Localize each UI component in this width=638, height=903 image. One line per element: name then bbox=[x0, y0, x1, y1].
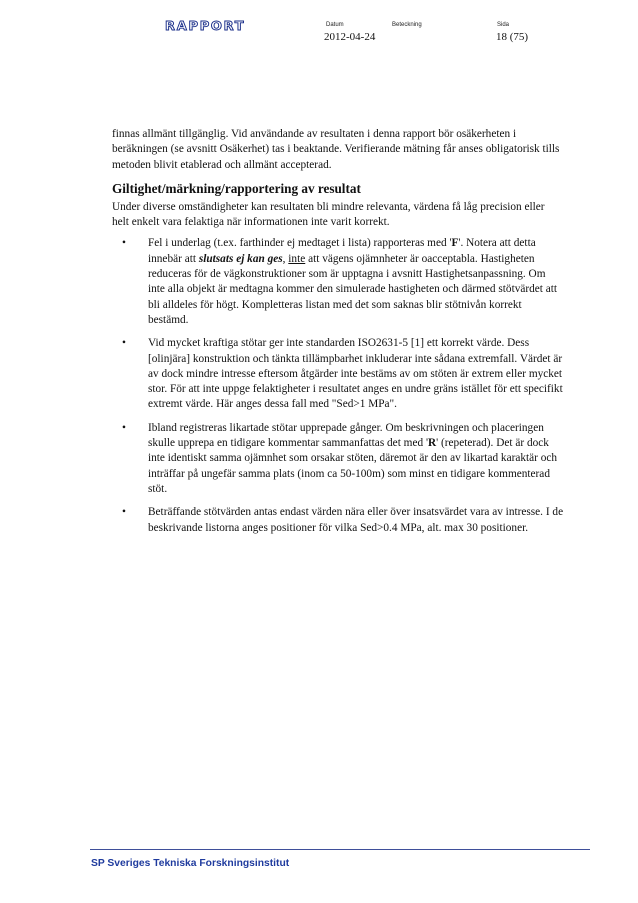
datum-label: Datum bbox=[326, 22, 344, 28]
list-item bbox=[112, 236, 564, 328]
beteckning-label: Beteckning bbox=[392, 22, 422, 28]
bullet-icon: • bbox=[122, 506, 126, 519]
list-item-text: , bbox=[282, 252, 289, 265]
sida-label: Sida bbox=[497, 22, 510, 28]
list-item-text: Fel i underlag (t.ex. farthinder ej medtaget i lista) rapporteras med ' bbox=[148, 237, 452, 250]
bullet-icon: • bbox=[122, 237, 126, 250]
footer-organization: SP Sveriges Tekniska Forskningsinstitut bbox=[91, 858, 290, 869]
section-paragraph: Under diverse omständigheter kan resultaten bli mindre relevanta, värdena få låg precision eller helt enkelt vara felaktiga när informationen inte varit korrekt. bbox=[112, 200, 545, 229]
emphasis-text: slutsats ej kan ges bbox=[198, 252, 283, 265]
list-item-text: Vid mycket kraftiga stötar ger inte standarden ISO2631-5 [1] ett korrekt värde. Dess [olinjära] konstruktion och tänkta tillämpbarhet inkluderar inte sådana extremfall. Värdet är av dock mindre intresse eftersom åtgärder inte bestäms av om stöten är extrem eller mycket stor. För att inte uppge felaktigheter i resultatet anges en undre gräns istället för ett specifikt extremt värde. Här anges dessa fall med "Sed>1 MPa". bbox=[148, 337, 563, 411]
page-header bbox=[0, 0, 638, 60]
list-item-text: att vägens ojämnheter är oacceptabla. Hastigheten reduceras för de vägkonstruktioner som är upptagna i avsnitt Hastighetsanpassning. Om inte alla objekt är medtagna kommer den simulerade hastigheten och därmed stötvärdet att bli alldeles för högt. Kompletteras listan med det som saknas blir stötnivån korrekt bestämd. bbox=[148, 252, 558, 326]
intro-paragraph: finnas allmänt tillgänglig. Vid användande av resultaten i denna rapport bör osäkerheten i beräkningen (se avsnitt Osäkerhet) tas i beaktande. Verifierande mätning får anses obligatorisk tills metoden blivit etablerad och allmänt accepterad. bbox=[112, 128, 560, 171]
flag-r: R bbox=[427, 437, 437, 450]
list-item-text: ' (repeterad). Det är dock inte identiskt samma ojämnhet som orsakar stöten, däremot är den av likartad karaktär och inträffar på ungefär samma plats (inom ca 50-100m) som minst en tidigare kommenterad stöt. bbox=[148, 437, 558, 495]
list-item-text: Ibland registreras likartade stötar upprepade gånger. Om beskrivningen och placeringen skulle upprepa en tidigare kommentar sammanfattas det med ' bbox=[148, 421, 544, 450]
bullet-list bbox=[112, 236, 564, 535]
bullet-icon: • bbox=[122, 421, 126, 434]
sida-value: 18 (75) bbox=[496, 31, 529, 43]
document-body bbox=[112, 127, 564, 544]
datum-value: 2012-04-24 bbox=[324, 31, 376, 43]
list-item bbox=[112, 336, 564, 412]
list-item bbox=[112, 505, 564, 536]
underlined-text: inte bbox=[288, 252, 306, 265]
list-item bbox=[112, 421, 564, 497]
bullet-icon: • bbox=[122, 337, 126, 350]
section-heading: Giltighet/märkning/rapportering av resultat bbox=[112, 180, 361, 196]
footer-divider bbox=[90, 849, 590, 850]
flag-f: F bbox=[451, 237, 459, 250]
rapport-logo: RAPPORT bbox=[165, 19, 246, 33]
list-item-text: Beträffande stötvärden antas endast värden nära eller över insatsvärdet vara av intresse. I de beskrivande listorna anges positioner för vilka Sed>0.4 MPa, alt. max 30 positioner. bbox=[148, 506, 564, 534]
list-item-text: '. Notera att detta innebär att bbox=[148, 237, 536, 265]
